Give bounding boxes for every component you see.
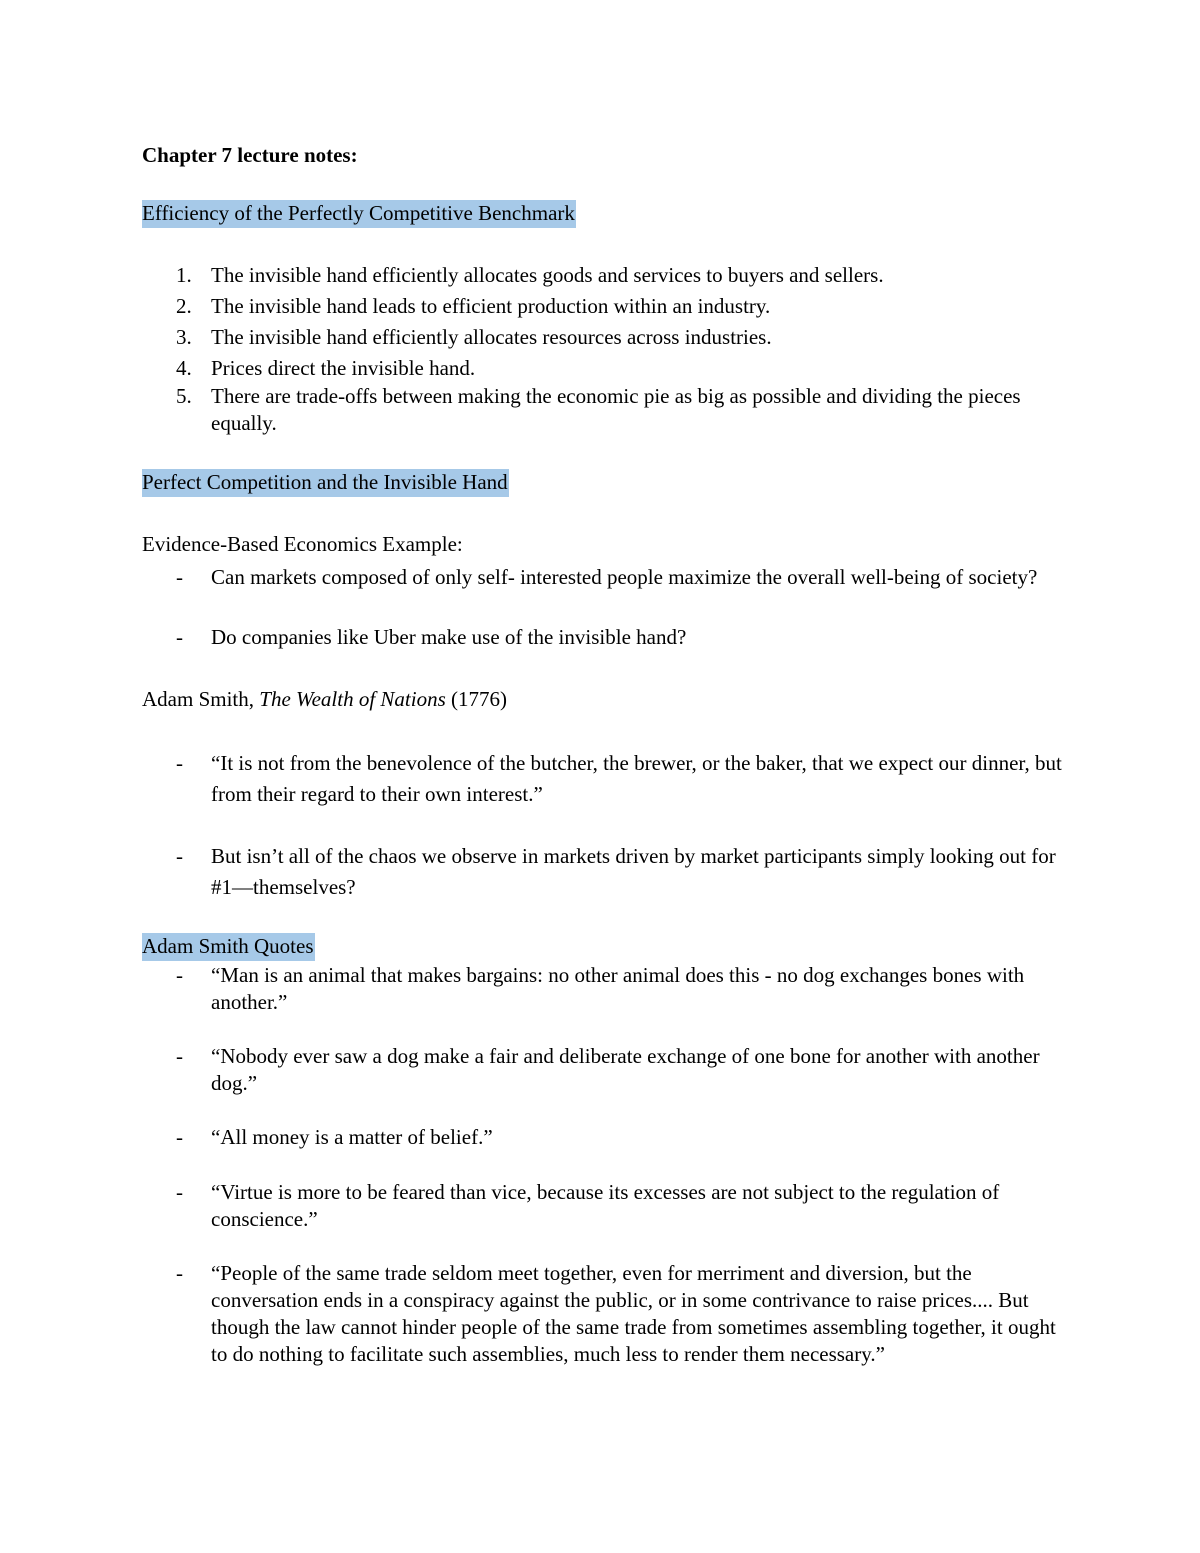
quote-text: “People of the same trade seldom meet together, even for merriment and diversion, but the conversation ends in a conspiracy against the public, or in some contrivance to raise prices.... But though the law cannot hinder people of the same trade from sometimes assembling together, it ought to do nothing to facilitate such assemblies, much less to render them necessary.” <box>211 1261 1056 1366</box>
list-marker: 5. <box>176 384 192 408</box>
highlighted-heading-text: Efficiency of the Perfectly Competitive Benchmark <box>142 200 576 228</box>
list-marker: 1. <box>176 263 192 287</box>
list-item-text: Can markets composed of only self- interested people maximize the overall well-being of society? <box>211 565 1038 589</box>
list-marker: 2. <box>176 294 192 318</box>
list-marker: - <box>176 1180 183 1204</box>
list-item-text: But isn’t all of the chaos we observe in markets driven by market participants simply looking out for #1—themselves? <box>211 844 1056 899</box>
list-marker: - <box>176 751 183 775</box>
source-citation <box>142 687 507 712</box>
highlighted-heading-text: Perfect Competition and the Invisible Hand <box>142 469 509 497</box>
list-item-text: Do companies like Uber make use of the invisible hand? <box>211 625 687 649</box>
source-year: (1776) <box>445 687 508 711</box>
list-item-text: There are trade-offs between making the economic pie as big as possible and dividing the pieces equally. <box>211 384 1021 435</box>
list-marker: - <box>176 1044 183 1068</box>
highlighted-heading-text: Adam Smith Quotes <box>142 933 315 961</box>
section-heading-efficiency <box>142 201 576 226</box>
quote-text: “Nobody ever saw a dog make a fair and deliberate exchange of one bone for another with another dog.” <box>211 1044 1040 1095</box>
list-item-text: Prices direct the invisible hand. <box>211 356 476 380</box>
source-book-title: The Wealth of Nations <box>259 687 446 711</box>
list-marker: - <box>176 625 183 649</box>
quote-text: “Man is an animal that makes bargains: no other animal does this - no dog exchanges bones with another.” <box>211 963 1025 1014</box>
list-item-text: The invisible hand leads to efficient production within an industry. <box>211 294 771 318</box>
list-marker: - <box>176 1125 183 1149</box>
quote-text: “All money is a matter of belief.” <box>211 1125 493 1149</box>
section-heading-perfect-competition <box>142 470 509 495</box>
source-author: Adam Smith, <box>142 687 260 711</box>
list-marker: - <box>176 565 183 589</box>
list-marker: 4. <box>176 356 192 380</box>
page-title: Chapter 7 lecture notes: <box>142 143 358 167</box>
section-heading-quotes <box>142 934 315 959</box>
list-marker: 3. <box>176 325 192 349</box>
list-item-text: The invisible hand efficiently allocates goods and services to buyers and sellers. <box>211 263 884 287</box>
list-item-text: “It is not from the benevolence of the butcher, the brewer, or the baker, that we expect our dinner, but from their regard to their own interest.” <box>211 751 1062 806</box>
example-label: Evidence-Based Economics Example: <box>142 532 463 556</box>
quote-text: “Virtue is more to be feared than vice, because its excesses are not subject to the regulation of conscience.” <box>211 1180 1000 1231</box>
list-marker: - <box>176 1261 183 1285</box>
list-marker: - <box>176 844 183 868</box>
list-marker: - <box>176 963 183 987</box>
list-item-text: The invisible hand efficiently allocates resources across industries. <box>211 325 772 349</box>
